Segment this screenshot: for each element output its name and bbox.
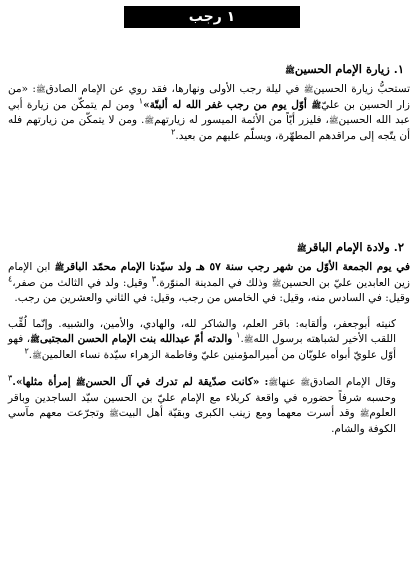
- text-run: في يوم الجمعة الأوّل من شهر رجب سنة ٥٧ هـ ولد سيّدنا الإمام محمّد الباقر: [64, 261, 410, 273]
- text-run: وتجرّعت معهم مآسي الكوفة والشام.: [8, 407, 396, 435]
- text-run: كنيته أبوجعفر، وألقابه: باقر العلم، والشاكر لله، والهادي، والأمين، والشبيه. وإنّما لُقِّب اللقب الأخير لشباهته برسول الله: [8, 317, 396, 345]
- text-run: وقال الإمام الصادق: [310, 376, 397, 388]
- text-run: تستحبُّ زيارة الحسين: [313, 83, 410, 95]
- honorific-glyph: ﷺ: [303, 85, 314, 94]
- section-title: [8, 238, 410, 257]
- footnote-marker: ٤: [8, 274, 13, 283]
- section-title-text: ١. زيارة الإمام الحسين: [294, 62, 404, 76]
- honorific-glyph: ﷺ: [243, 335, 254, 344]
- section-title: [8, 60, 410, 79]
- chapter-header: ١ رجب: [124, 6, 300, 28]
- text-run: عنها: [278, 376, 301, 388]
- section-title-text: ٢. ولادة الإمام الباقر: [306, 240, 404, 254]
- paragraph: [8, 82, 410, 144]
- text-run: وقيل: في السادس منه، وقيل: في الخامس من رجب، وقيل: في الثاني والعشرين من رجب.: [14, 292, 410, 304]
- text-run: وقيل: ولد في الثالث من صفر،: [12, 276, 152, 289]
- text-run: ، فهو أوّل علويّ أبواه علويّان من أميرالمؤمنين عليّ وفاطمة الزهراء سيّدة نساء العالمين: [8, 333, 396, 361]
- honorific-glyph: ﷺ: [296, 243, 307, 253]
- footnote-marker: ٢: [171, 127, 176, 136]
- paragraph: [8, 375, 410, 437]
- footnote-marker: ١: [236, 330, 241, 340]
- paragraph: [8, 260, 410, 307]
- section-birth-baqir: [8, 238, 410, 437]
- honorific-glyph: ﷺ: [35, 85, 46, 94]
- text-run: .: [240, 333, 244, 345]
- text-run: .: [28, 348, 33, 361]
- section-visit-hussain: [8, 60, 410, 144]
- honorific-glyph: ﷺ: [268, 378, 279, 387]
- honorific-glyph: ﷺ: [75, 377, 86, 387]
- text-run: ومن لم يتمكّن من زيارة أبي عبد الله الحسين: [8, 98, 411, 126]
- honorific-glyph: ﷺ: [271, 278, 282, 288]
- honorific-glyph: ﷺ: [109, 409, 119, 418]
- text-run: وحسبه شرفاً حضوره في واقعة كربلاء مع الإمام عليّ بن الحسين سيّد الساجدين وباقر العلوم: [8, 391, 396, 419]
- section-body: [8, 260, 410, 437]
- text-run: أوّل يوم من رجب غفر الله له ألبتّة»: [143, 98, 312, 111]
- honorific-glyph: ﷺ: [54, 262, 65, 272]
- text-run: في ليلة رجب الأولى ونهارها، فقد روي عن الإمام الصادق: [45, 83, 304, 95]
- text-run: . ومن لا يتمكّن من زيارتهم فله أن يتّجه إلى مراقدهم المطهّرة، ويسلّم عليهم من بعيد.: [8, 114, 410, 142]
- honorific-glyph: ﷺ: [32, 350, 42, 360]
- text-run: : «من زار الحسين بن عليّ: [8, 83, 411, 111]
- honorific-glyph: ﷺ: [144, 116, 155, 125]
- text-run: وذلك في المدينة المنوّرة.: [156, 276, 272, 289]
- footnote-marker: ٣: [8, 373, 13, 383]
- footnote-marker: ١: [138, 96, 144, 105]
- text-run: إمرأة مثلها».: [12, 376, 76, 388]
- honorific-glyph: ﷺ: [311, 99, 322, 110]
- honorific-glyph: ﷺ: [285, 65, 295, 75]
- paragraph: [8, 317, 410, 364]
- text-run: ابن الإمام زين العابدين عليّ بن الحسين: [8, 261, 411, 289]
- text-run: وقد أسرت معهما ومع زينب الكبرى وبقيّة أهل البيت: [118, 407, 360, 419]
- footnote-marker: ٢: [24, 346, 29, 355]
- footnote-marker: ٣: [151, 274, 156, 283]
- honorific-glyph: ﷺ: [30, 334, 40, 344]
- honorific-glyph: ﷺ: [300, 378, 311, 387]
- honorific-glyph: ﷺ: [359, 409, 370, 418]
- text-run: : «كانت صدّيقة لم تدرك في آل الحسن: [85, 376, 269, 388]
- text-run: ، فليزر أيّاً من الأئمة الميسور له زيارتهم: [154, 114, 329, 126]
- honorific-glyph: ﷺ: [328, 116, 339, 125]
- section-body: [8, 82, 410, 144]
- text-run: والدته أمّ عبدالله بنت الإمام الحسن المجتبى: [39, 333, 237, 345]
